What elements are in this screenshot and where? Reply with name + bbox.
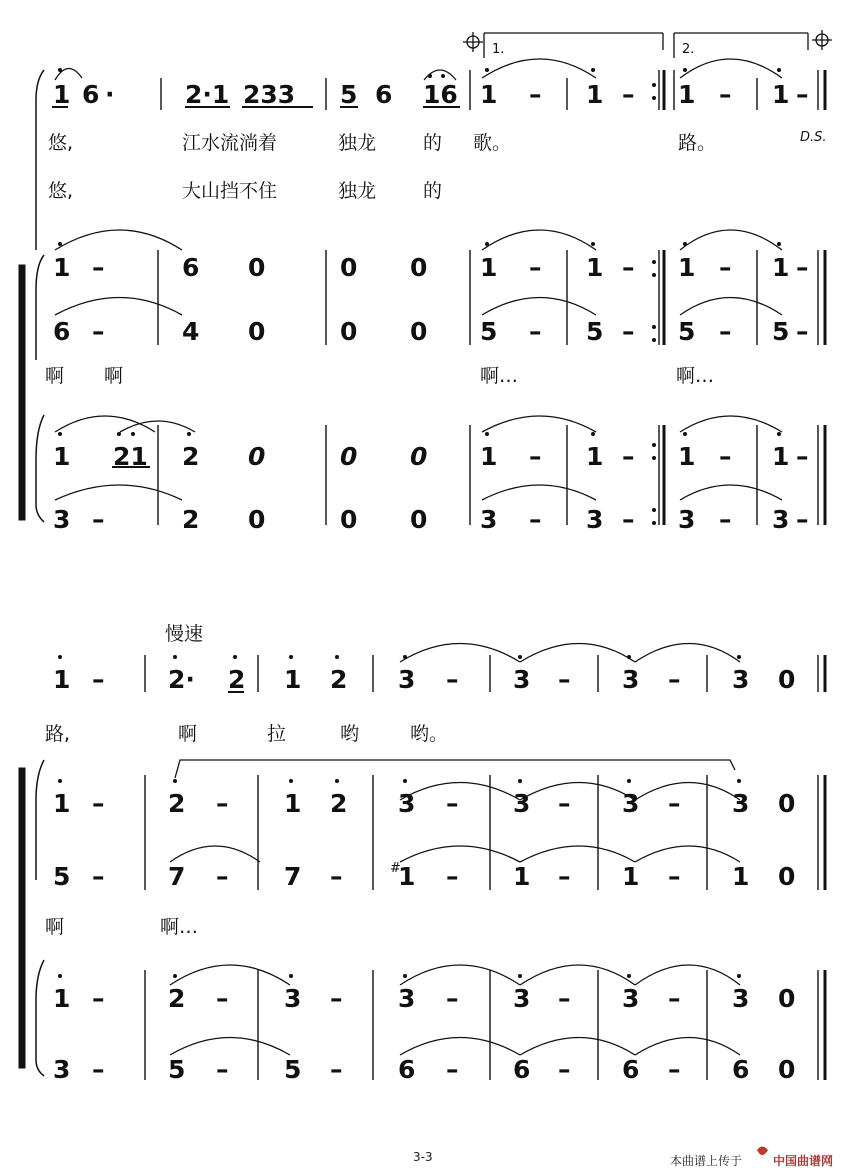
note: 4 <box>182 317 200 346</box>
dash: – <box>216 789 229 818</box>
note: 0 <box>340 317 358 346</box>
note: 7 <box>168 862 186 891</box>
note: 7 <box>284 862 302 891</box>
dash: – <box>796 253 809 282</box>
dash: – <box>529 253 542 282</box>
note: 0 <box>778 984 796 1013</box>
note: 0 <box>248 253 266 282</box>
note: 3 <box>480 505 498 534</box>
note: 2· <box>168 665 195 694</box>
dash: – <box>529 317 542 346</box>
note: 1 <box>678 80 696 109</box>
note: 6 <box>182 253 200 282</box>
s2-part-2-lyrics <box>45 916 198 938</box>
dash: – <box>622 505 635 534</box>
melody-barlines <box>145 655 825 692</box>
choir-brace-top <box>36 255 44 360</box>
dash: – <box>668 789 681 818</box>
note: 0 <box>410 505 428 534</box>
note: 0 <box>248 442 266 471</box>
lyric: 哟 <box>340 723 360 745</box>
site-name[interactable]: 中国曲谱网 <box>773 1154 834 1168</box>
note: 1 <box>772 442 790 471</box>
note: 1 <box>284 789 302 818</box>
dash: – <box>719 317 732 346</box>
volta-1-label: 1. <box>492 42 505 57</box>
note: 6 <box>398 1055 416 1084</box>
note: 5 <box>772 317 790 346</box>
choir-barlines <box>145 775 825 1080</box>
note: 5 <box>586 317 604 346</box>
note: 1 <box>480 442 498 471</box>
lyric: 的 <box>423 180 443 202</box>
note: 0 <box>410 442 428 471</box>
s1-part-2-lyrics <box>45 365 714 387</box>
repeat-dots <box>652 83 656 525</box>
lyric: 啊… <box>160 916 199 938</box>
note: 3 <box>398 665 416 694</box>
note: 1 <box>53 253 71 282</box>
dash: – <box>668 1055 681 1084</box>
dash: – <box>446 789 459 818</box>
lyric: 悠, <box>48 132 74 154</box>
choir-brace-bottom <box>36 415 44 522</box>
note: 0 <box>340 505 358 534</box>
note: 1 <box>586 253 604 282</box>
choir-brace-bottom <box>36 960 44 1076</box>
dash: – <box>216 862 229 891</box>
dash: – <box>796 442 809 471</box>
lyric: 歌。 <box>473 132 512 154</box>
dash: – <box>558 984 571 1013</box>
note: 3 <box>678 505 696 534</box>
dash: – <box>622 442 635 471</box>
note: 0 <box>340 442 358 471</box>
dash: – <box>446 1055 459 1084</box>
note: 1 <box>284 665 302 694</box>
dash: – <box>622 80 635 109</box>
lyric: 哟。 <box>410 723 449 745</box>
s1-p1-high-dots <box>58 242 781 246</box>
note: 0 <box>410 253 428 282</box>
s1-p3-high-dots <box>58 432 781 436</box>
note: 21 <box>113 442 148 471</box>
dash: – <box>330 862 343 891</box>
dash: – <box>529 442 542 471</box>
choir-brace-top <box>36 760 44 880</box>
dash: – <box>796 505 809 534</box>
lyric: 独龙 <box>338 132 377 154</box>
note: 3 <box>586 505 604 534</box>
dash: – <box>92 665 105 694</box>
s2-part-2 <box>53 861 795 891</box>
dash: – <box>719 442 732 471</box>
note: 1 <box>586 80 604 109</box>
note: 5 <box>53 862 71 891</box>
s1-lyrics-2 <box>48 180 442 202</box>
note: 3 <box>732 984 750 1013</box>
note: 5 <box>340 80 358 109</box>
dash: – <box>719 253 732 282</box>
note: 3 <box>732 665 750 694</box>
note: 0 <box>410 317 428 346</box>
dash: – <box>558 789 571 818</box>
s2-p3-high-dots <box>58 974 741 978</box>
note-dot: · <box>105 80 115 109</box>
note: 5 <box>284 1055 302 1084</box>
note: 2 <box>330 665 348 694</box>
note: 1 <box>586 442 604 471</box>
upload-label: 本曲谱上传于 <box>670 1154 743 1168</box>
note: 6 <box>513 1055 531 1084</box>
dash: – <box>796 317 809 346</box>
dash: – <box>446 984 459 1013</box>
note: 1 <box>622 862 640 891</box>
note: 1 <box>398 862 416 891</box>
note: 1 <box>53 80 71 109</box>
note: 0 <box>778 1055 796 1084</box>
s1-melody <box>53 80 809 109</box>
lyric: 啊 <box>178 723 198 745</box>
choir-bracket <box>19 265 25 520</box>
s2-part-1 <box>53 789 795 818</box>
coda-icon <box>463 32 483 52</box>
dash: – <box>622 317 635 346</box>
coda-icon <box>812 30 832 50</box>
dash: – <box>668 984 681 1013</box>
note: 0 <box>340 253 358 282</box>
dash: – <box>668 862 681 891</box>
note: 3 <box>513 665 531 694</box>
note: 3 <box>513 984 531 1013</box>
note: 233 <box>243 80 296 109</box>
note: 1 <box>678 442 696 471</box>
note: 2 <box>330 789 348 818</box>
s2-melody <box>53 665 795 694</box>
note: 3 <box>622 984 640 1013</box>
note: 3 <box>53 1055 71 1084</box>
s2-melody-high-dots <box>58 655 741 659</box>
ds-marking: D.S. <box>800 130 827 145</box>
note: 0 <box>248 317 266 346</box>
note: 6 <box>375 80 393 109</box>
sharp-sign: # <box>390 861 401 876</box>
note: 1 <box>53 984 71 1013</box>
dash: – <box>558 1055 571 1084</box>
note: 2 <box>168 984 186 1013</box>
dash: – <box>529 80 542 109</box>
s1-part-3 <box>53 442 809 471</box>
note: 3 <box>284 984 302 1013</box>
dash: – <box>529 505 542 534</box>
lyric: 的 <box>423 132 443 154</box>
melody-brace <box>36 70 44 250</box>
dash: – <box>92 317 105 346</box>
lyric: 悠, <box>48 180 74 202</box>
note: 5 <box>678 317 696 346</box>
note: 1 <box>53 665 71 694</box>
s1-part-1 <box>53 253 809 282</box>
lyric: 啊… <box>676 365 715 387</box>
note: 6 <box>53 317 71 346</box>
note: 0 <box>248 505 266 534</box>
note: 1 <box>772 253 790 282</box>
s2-lyrics <box>45 723 448 745</box>
lyric: 啊… <box>480 365 519 387</box>
note: 1 <box>480 253 498 282</box>
lyric: 路。 <box>678 132 717 154</box>
volta-2-label: 2. <box>682 42 695 57</box>
note: 1 <box>53 789 71 818</box>
s1-part-2 <box>53 317 809 346</box>
note: 3 <box>732 789 750 818</box>
dash: – <box>330 1055 343 1084</box>
s1-melody-high-dots <box>58 68 781 78</box>
s1-lyrics-1 <box>48 132 716 154</box>
note: 3 <box>622 665 640 694</box>
lyric: 独龙 <box>338 180 377 202</box>
lyric: 啊 <box>104 365 124 387</box>
note: 3 <box>772 505 790 534</box>
dash: – <box>446 665 459 694</box>
dash: – <box>622 253 635 282</box>
site-logo-icon <box>757 1147 768 1156</box>
tempo-marking: 慢速 <box>165 623 204 645</box>
lyric: 啊 <box>45 365 65 387</box>
note: 3 <box>398 984 416 1013</box>
s2-p1-high-dots <box>58 779 741 783</box>
system-2 <box>19 644 825 1081</box>
note: 6 <box>622 1055 640 1084</box>
s2-part-3 <box>53 984 795 1013</box>
lyric: 拉 <box>267 723 287 745</box>
note: 6 <box>732 1055 750 1084</box>
lyric: 江水流淌着 <box>182 132 278 154</box>
note: 3 <box>513 789 531 818</box>
note: 0 <box>778 789 796 818</box>
lyric: 啊 <box>45 916 65 938</box>
note: 3 <box>398 789 416 818</box>
note: 3 <box>622 789 640 818</box>
note: 2 <box>168 789 186 818</box>
s2-part-4 <box>53 1055 795 1084</box>
note: 5 <box>480 317 498 346</box>
note: 1 <box>480 80 498 109</box>
dash: – <box>92 1055 105 1084</box>
note: 3 <box>53 505 71 534</box>
underlines <box>52 107 460 467</box>
note: 1 <box>678 253 696 282</box>
note: 5 <box>168 1055 186 1084</box>
dash: – <box>558 665 571 694</box>
choir-bracket <box>19 768 25 1068</box>
dash: – <box>92 862 105 891</box>
note: 2·1 <box>185 80 230 109</box>
note: 16 <box>423 80 458 109</box>
note: 1 <box>53 442 71 471</box>
dash: – <box>92 789 105 818</box>
dash: – <box>796 80 809 109</box>
choir-barlines <box>158 250 825 525</box>
note: 6 <box>82 80 100 109</box>
dash: – <box>668 665 681 694</box>
note: 1 <box>732 862 750 891</box>
note: 2 <box>228 665 246 694</box>
note: 1 <box>772 80 790 109</box>
note: 0 <box>778 862 796 891</box>
note: 2 <box>182 505 200 534</box>
dash: – <box>719 505 732 534</box>
s1-part-4 <box>53 505 809 534</box>
page-number: 3-3 <box>413 1150 433 1164</box>
dash: – <box>558 862 571 891</box>
dash: – <box>92 984 105 1013</box>
dash: – <box>92 253 105 282</box>
dash: – <box>216 984 229 1013</box>
dash: – <box>92 505 105 534</box>
lyric: 大山挡不住 <box>182 180 278 202</box>
note: 1 <box>513 862 531 891</box>
dash: – <box>446 862 459 891</box>
note: 0 <box>778 665 796 694</box>
dash: – <box>330 984 343 1013</box>
dash: – <box>719 80 732 109</box>
lyric: 路, <box>45 723 71 745</box>
dash: – <box>216 1055 229 1084</box>
note: 2 <box>182 442 200 471</box>
